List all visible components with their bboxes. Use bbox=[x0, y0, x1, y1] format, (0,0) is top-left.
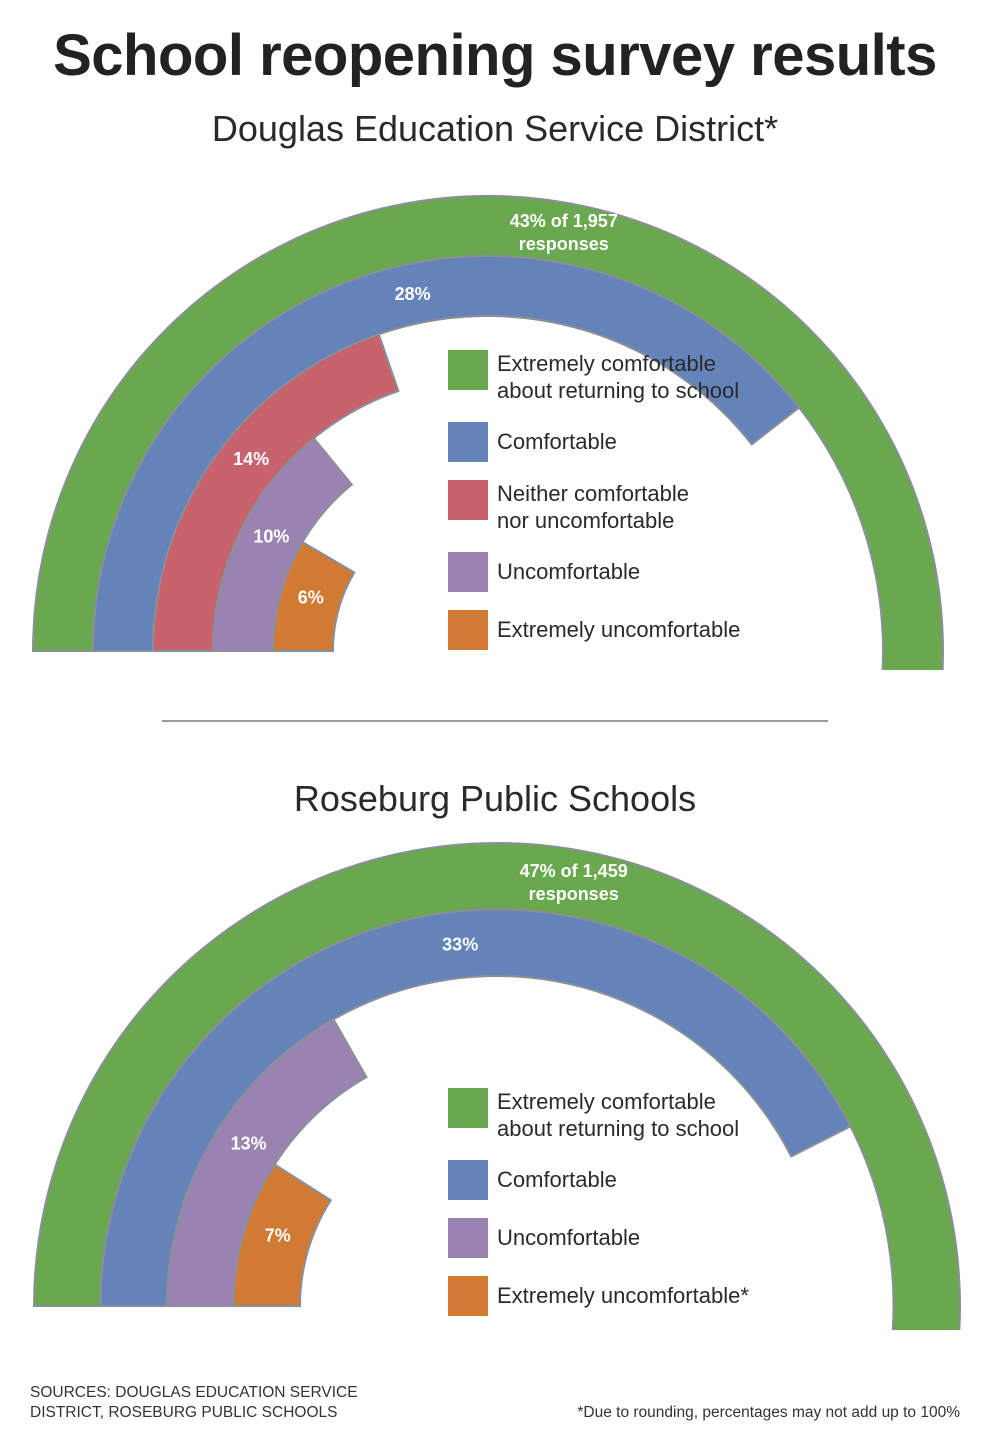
legend-label-line: Neither comfortable bbox=[497, 481, 689, 506]
legend-swatch bbox=[448, 350, 488, 390]
section-divider bbox=[162, 720, 828, 722]
value-label-extremely-uncomfortable: 6% bbox=[297, 587, 324, 608]
legend-swatch bbox=[448, 480, 488, 520]
legend-label-line: Extremely uncomfortable bbox=[497, 617, 741, 642]
legend-label-line: Comfortable bbox=[497, 429, 617, 454]
value-label-neither-comfortable-nor-uncomfortable: 14% bbox=[233, 448, 270, 469]
legend-swatch bbox=[448, 422, 488, 462]
legend-douglas-item bbox=[448, 552, 740, 592]
legend-label bbox=[497, 552, 640, 585]
legend-roseburg-item bbox=[448, 1276, 749, 1316]
chart-title-roseburg: Roseburg Public Schools bbox=[293, 778, 697, 819]
legend-swatch bbox=[448, 610, 488, 650]
legend-label bbox=[497, 610, 740, 643]
legend-douglas bbox=[448, 350, 740, 668]
legend-label bbox=[497, 350, 739, 404]
legend-roseburg-item bbox=[448, 1160, 749, 1200]
legend-label-line: about returning to school bbox=[497, 378, 740, 403]
legend-douglas-item bbox=[448, 422, 740, 462]
legend-label bbox=[497, 1218, 640, 1251]
legend-swatch bbox=[448, 1088, 488, 1128]
sources-note: SOURCES: DOUGLAS EDUCATION SERVICE DISTRICT, ROSEBURG PUBLIC SCHOOLS bbox=[30, 1384, 358, 1421]
legend-swatch bbox=[448, 1160, 488, 1200]
legend-label-line: Comfortable bbox=[497, 1167, 617, 1192]
legend-swatch bbox=[448, 1276, 488, 1316]
value-label-total-responses: responses bbox=[518, 233, 609, 254]
legend-roseburg bbox=[448, 1088, 749, 1334]
legend-label-line: Uncomfortable bbox=[497, 559, 641, 584]
legend-label bbox=[497, 480, 689, 534]
rounding-footnote: *Due to rounding, percentages may not add up to 100% bbox=[577, 1404, 960, 1421]
legend-label-line: Extremely comfortable bbox=[497, 351, 716, 376]
legend-label-line: nor uncomfortable bbox=[497, 508, 675, 533]
legend-label-line: Uncomfortable bbox=[497, 1225, 641, 1250]
legend-roseburg-item bbox=[448, 1218, 749, 1258]
chart-title-douglas: Douglas Education Service District* bbox=[211, 108, 779, 149]
value-label-comfortable: 28% bbox=[394, 283, 431, 304]
legend-label bbox=[497, 1160, 617, 1193]
legend-label bbox=[497, 1276, 749, 1309]
value-label-comfortable: 33% bbox=[442, 934, 479, 955]
value-label-total-responses: responses bbox=[528, 884, 619, 905]
legend-label bbox=[497, 1088, 739, 1142]
value-label-uncomfortable: 10% bbox=[253, 526, 290, 547]
main-title: School reopening survey results bbox=[53, 23, 937, 88]
legend-swatch bbox=[448, 552, 488, 592]
legend-roseburg-item bbox=[448, 1088, 749, 1142]
value-label-total: 47% of 1,459 bbox=[519, 861, 628, 882]
legend-label-line: Extremely uncomfortable* bbox=[497, 1283, 749, 1308]
legend-douglas-item bbox=[448, 350, 740, 404]
legend-douglas-item bbox=[448, 480, 740, 534]
legend-swatch bbox=[448, 1218, 488, 1258]
legend-douglas-item bbox=[448, 610, 740, 650]
legend-label-line: about returning to school bbox=[497, 1116, 740, 1141]
value-label-total: 43% of 1,957 bbox=[509, 210, 618, 231]
legend-label bbox=[497, 422, 617, 455]
legend-label-line: Extremely comfortable bbox=[497, 1089, 716, 1114]
value-label-uncomfortable: 13% bbox=[230, 1133, 267, 1154]
value-label-extremely-uncomfortable: 7% bbox=[264, 1225, 291, 1246]
